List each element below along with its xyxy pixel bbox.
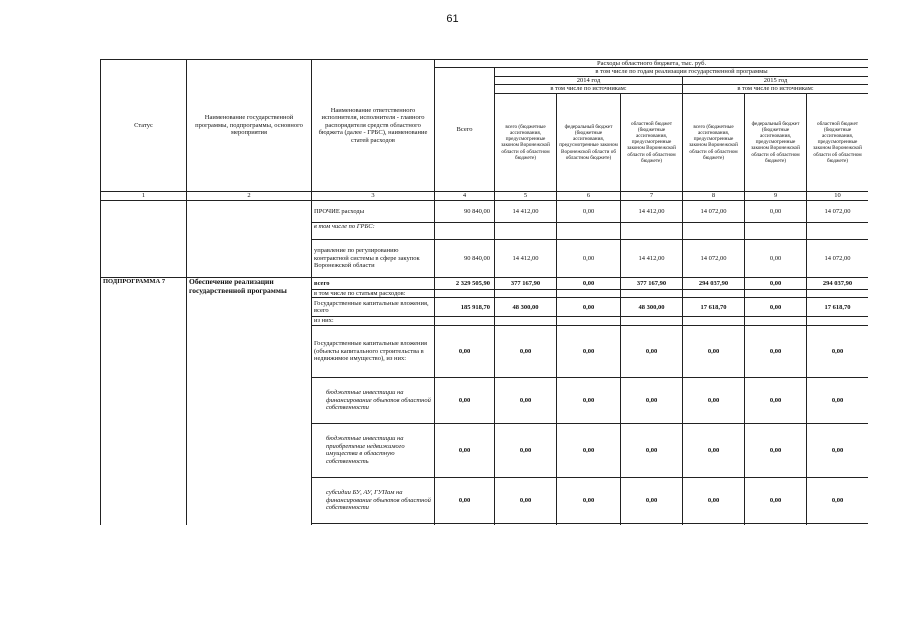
value-cell: 48 300,00: [621, 298, 683, 317]
value-cell: 2 329 505,90: [435, 277, 495, 289]
header-col-fed-2015: федеральный бюджет (бюджетные ассигнования, предусмотренные законом Воронежской области об областном бюджете): [745, 93, 807, 191]
header-sources-2014: в том числе по источникам:: [495, 85, 683, 93]
row-label: бюджетные инвестиции на приобретение недвижимого имущества в областную собственность: [312, 423, 435, 477]
header-executor: Наименование ответственного исполнителя, исполнителя - главного распорядителя средств областного бюджета (далее - ГРБС), наименование статей расходов: [312, 60, 435, 192]
value-cell: 0,00: [683, 477, 745, 523]
value-cell: 90 840,00: [435, 200, 495, 222]
value-cell: 0,00: [557, 377, 621, 423]
value-cell: 14 412,00: [495, 239, 557, 277]
header-status: Статус: [101, 60, 187, 192]
row-label: всего: [312, 277, 435, 289]
value-cell: 14 072,00: [683, 200, 745, 222]
table-row: [101, 277, 869, 289]
value-cell: 185 918,70: [435, 298, 495, 317]
value-cell: 377 167,90: [621, 277, 683, 289]
col-number: 9: [745, 191, 807, 200]
value-cell: 14 412,00: [495, 200, 557, 222]
row-label: Государственные капитальные вложения (объекты капитального строительства в недвижимое имущество), из них:: [312, 325, 435, 377]
header-year-2014: 2014 год: [495, 76, 683, 84]
value-cell: 14 412,00: [621, 200, 683, 222]
row-label: субсидии БУ, АУ, ГУПам на финансирование объектов областной собственности: [312, 477, 435, 523]
value-cell: 0,00: [745, 239, 807, 277]
value-cell: 0,00: [435, 423, 495, 477]
value-cell: 0,00: [557, 277, 621, 289]
value-cell: 17 618,70: [807, 298, 869, 317]
value-cell: 14 412,00: [621, 239, 683, 277]
col-number: 2: [187, 191, 312, 200]
subprogram-status: ПОДПРОГРАММА 7: [101, 277, 187, 525]
value-cell: 14 072,00: [807, 239, 869, 277]
value-cell: 48 300,00: [495, 298, 557, 317]
value-cell: 0,00: [435, 477, 495, 523]
header-total: Всего: [435, 68, 495, 191]
col-number: 1: [101, 191, 187, 200]
value-cell: 294 037,90: [683, 277, 745, 289]
col-number: 7: [621, 191, 683, 200]
value-cell: 0,00: [807, 377, 869, 423]
header-col-reg-2015: областной бюджет (бюджетные ассигнования, предусмотренные законом Воронежской области об областном бюджете): [807, 93, 869, 191]
col-number: 4: [435, 191, 495, 200]
header-col-all-2015: всего (бюджетные ассигнования, предусмотренные законом Воронежской области об областном бюджете): [683, 93, 745, 191]
value-cell: 17 618,70: [683, 298, 745, 317]
value-cell: 0,00: [745, 325, 807, 377]
row-label: Государственные капитальные вложения, всего: [312, 298, 435, 317]
page-number: 61: [446, 13, 459, 25]
value-cell: 0,00: [807, 477, 869, 523]
col-number: 6: [557, 191, 621, 200]
value-cell: 0,00: [745, 377, 807, 423]
value-cell: 0,00: [495, 377, 557, 423]
value-cell: 0,00: [557, 423, 621, 477]
value-cell: 0,00: [435, 377, 495, 423]
value-cell: 0,00: [683, 423, 745, 477]
value-cell: 0,00: [495, 477, 557, 523]
col-number: 5: [495, 191, 557, 200]
row-label: в том числе по ГРБС:: [312, 222, 435, 239]
value-cell: 0,00: [557, 239, 621, 277]
value-cell: 0,00: [435, 325, 495, 377]
header-by-years: в том числе по годам реализации государственной программы: [495, 68, 869, 76]
value-cell: 377 167,90: [495, 277, 557, 289]
value-cell: 0,00: [745, 423, 807, 477]
value-cell: 0,00: [621, 423, 683, 477]
col-number: 10: [807, 191, 869, 200]
value-cell: 0,00: [557, 298, 621, 317]
value-cell: 14 072,00: [807, 200, 869, 222]
value-cell: 90 840,00: [435, 239, 495, 277]
value-cell: 14 072,00: [683, 239, 745, 277]
value-cell: 0,00: [745, 298, 807, 317]
row-label: в том числе по статьям расходов:: [312, 289, 435, 297]
header-col-reg-2014: областной бюджет (бюджетные ассигнования, предусмотренные законом Воронежской области об областном бюджете): [621, 93, 683, 191]
value-cell: 0,00: [621, 477, 683, 523]
row-label: бюджетные инвестиции на финансирование объектов областной собственности: [312, 377, 435, 423]
header-col-all-2014: всего (бюджетные ассигнования, предусмотренные законом Воронежской области об областном бюджете): [495, 93, 557, 191]
empty-status-cell: [101, 200, 187, 277]
value-cell: 0,00: [745, 477, 807, 523]
table-row: [101, 200, 869, 222]
value-cell: 0,00: [745, 200, 807, 222]
col-number: 3: [312, 191, 435, 200]
budget-table: [100, 59, 868, 525]
row-label: ПРОЧИЕ расходы: [312, 200, 435, 222]
value-cell: 294 037,90: [807, 277, 869, 289]
header-name: Наименование государственной программы, подпрограммы, основного мероприятия: [187, 60, 312, 192]
value-cell: 0,00: [807, 423, 869, 477]
subprogram-name: Обеспечение реализации государственной программы: [187, 277, 312, 525]
value-cell: 0,00: [807, 325, 869, 377]
empty-name-cell: [187, 200, 312, 277]
value-cell: 0,00: [495, 423, 557, 477]
value-cell: 0,00: [621, 377, 683, 423]
col-number: 8: [683, 191, 745, 200]
row-label: из них:: [312, 317, 435, 325]
header-year-2015: 2015 год: [683, 76, 869, 84]
value-cell: 0,00: [495, 325, 557, 377]
value-cell: 0,00: [557, 200, 621, 222]
value-cell: 0,00: [557, 325, 621, 377]
value-cell: 0,00: [683, 377, 745, 423]
value-cell: 0,00: [745, 277, 807, 289]
header-budget: Расходы областного бюджета, тыс. руб.: [435, 60, 869, 68]
value-cell: 0,00: [683, 325, 745, 377]
value-cell: 0,00: [557, 477, 621, 523]
header-sources-2015: в том числе по источникам:: [683, 85, 869, 93]
budget-table-sheet: [100, 59, 868, 525]
row-label: управление по регулированию контрактной системы в сфере закупок Воронежской области: [312, 239, 435, 277]
header-col-fed-2014: федеральный бюджет (бюджетные ассигнования, предусмотренные законом Воронежской области об областном бюджете): [557, 93, 621, 191]
value-cell: 0,00: [621, 325, 683, 377]
